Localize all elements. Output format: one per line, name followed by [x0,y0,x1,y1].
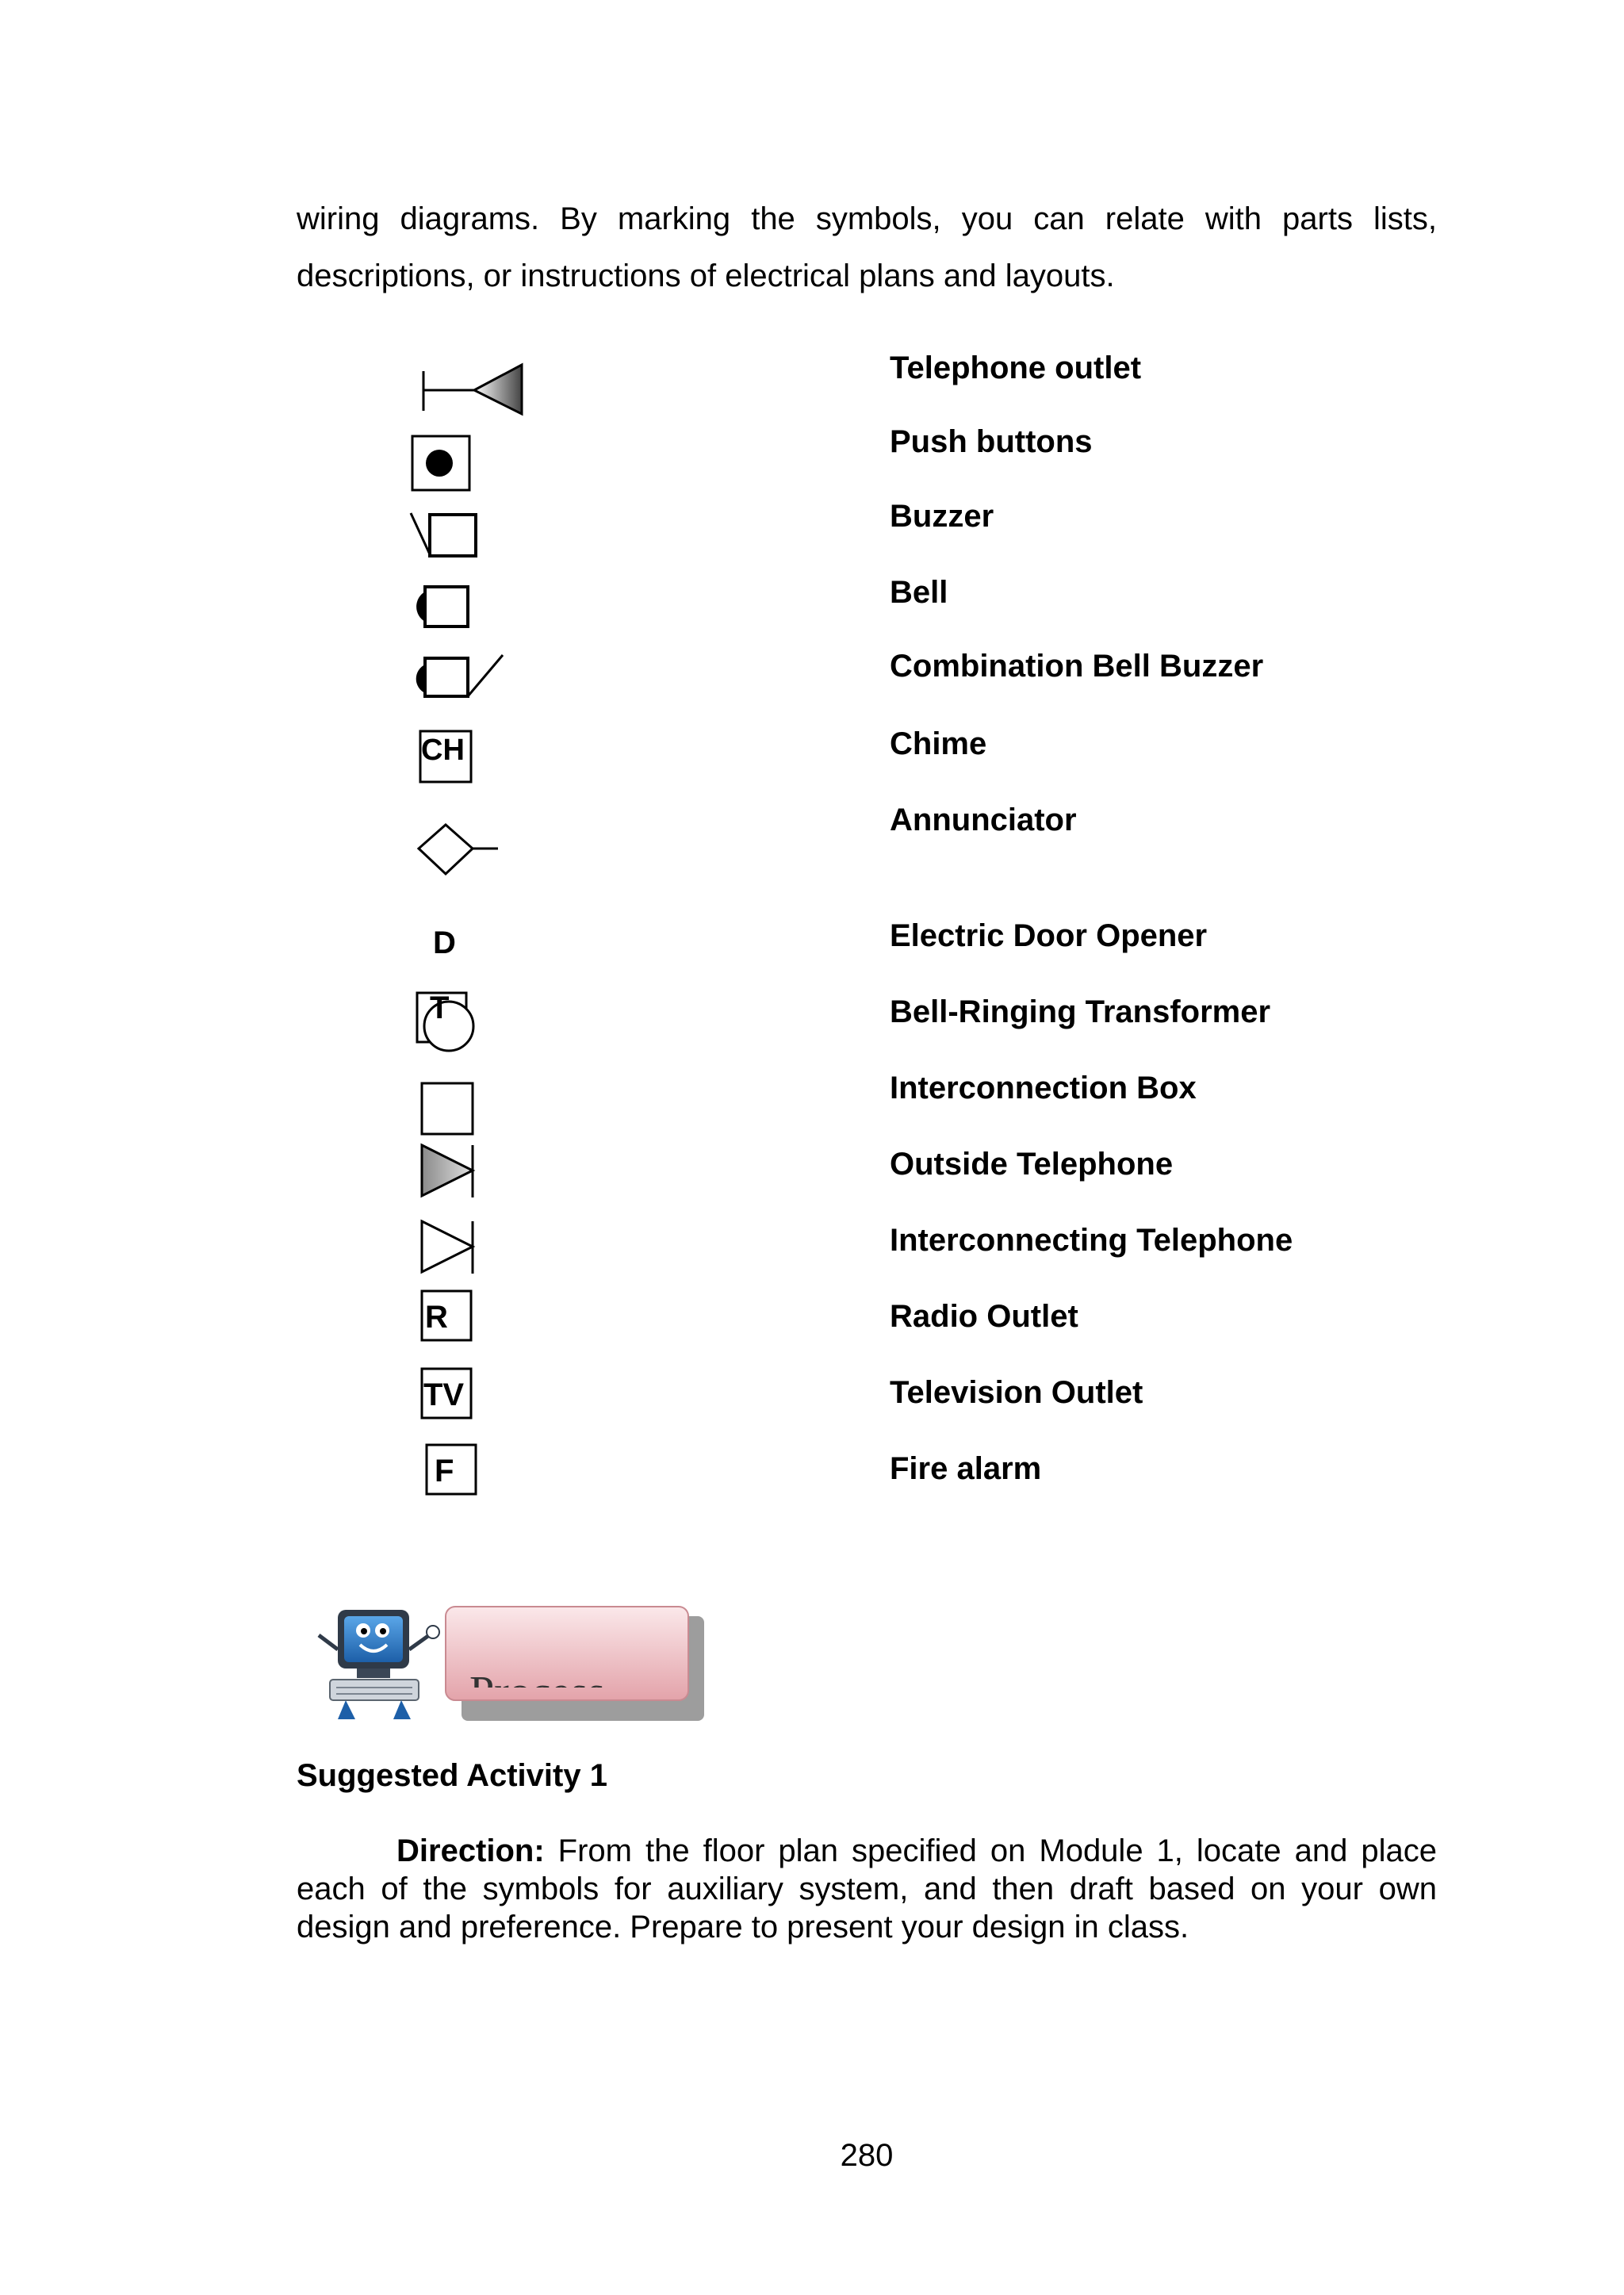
symbol-label: Telephone outlet [890,351,1142,385]
symbol-label: Bell-Ringing Transformer [890,994,1271,1029]
direction-line-1 [297,1832,1437,1870]
intro-paragraph [297,190,1437,305]
buzzer-icon [396,504,515,575]
activity-heading: Suggested Activity 1 [297,1758,607,1793]
direction-line-3: design and preference. Prepare to present your design in class. [297,1910,1189,1944]
radio-glyph: R [425,1300,448,1335]
symbol-label: Electric Door Opener [890,918,1208,953]
door-opener-glyph: D [433,925,456,960]
symbol-label: Outside Telephone [890,1147,1174,1182]
symbol-label: Chime [890,726,987,761]
television-outlet-icon [396,1359,515,1431]
direction-label: Direction: [396,1833,545,1868]
process-banner [314,1594,710,1729]
intro-line-2: descriptions, or instructions of electrical plans and layouts. [297,259,1115,293]
telephone-outlet-icon [396,349,515,420]
direction-text-1: From the floor plan specified on Module 1, locate and place [544,1833,1437,1868]
annunciator-icon [396,817,515,888]
computer-mascot-icon [319,1610,439,1719]
symbol-label: Bell [890,575,948,610]
symbol-label: Radio Outlet [890,1299,1078,1334]
symbol-label: Combination Bell Buzzer [890,649,1264,684]
symbol-label: Fire alarm [890,1451,1042,1486]
fire-alarm-icon [396,1435,515,1507]
transformer-icon [396,983,515,1055]
symbol-label: Annunciator [890,803,1077,837]
symbol-label: Buzzer [890,499,994,534]
symbol-label: Interconnection Box [890,1071,1197,1105]
push-button-icon [396,427,515,498]
interconnection-box-icon [396,1072,515,1144]
chime-icon [396,720,515,791]
symbol-label: Television Outlet [890,1375,1143,1410]
bell-icon [396,574,515,646]
symbol-label: Push buttons [890,424,1093,459]
radio-outlet-icon [396,1282,515,1353]
combination-bell-buzzer-icon [396,641,515,712]
outside-telephone-icon [396,1136,515,1207]
symbol-label: Interconnecting Telephone [890,1223,1293,1258]
interconnecting-telephone-icon [396,1212,515,1283]
direction-paragraph [297,1832,1437,1946]
door-opener-icon [396,912,515,983]
page-number: 280 [840,2138,894,2173]
transformer-glyph: T [430,990,450,1025]
direction-line-2: each of the symbols for auxiliary system, and then draft based on your own [297,1872,1437,1906]
intro-line-1: wiring diagrams. By marking the symbols, you can relate with parts lists, [297,201,1437,236]
fire-alarm-glyph: F [435,1454,454,1488]
tv-glyph: TV [423,1377,465,1412]
chime-glyph: CH [421,734,465,767]
